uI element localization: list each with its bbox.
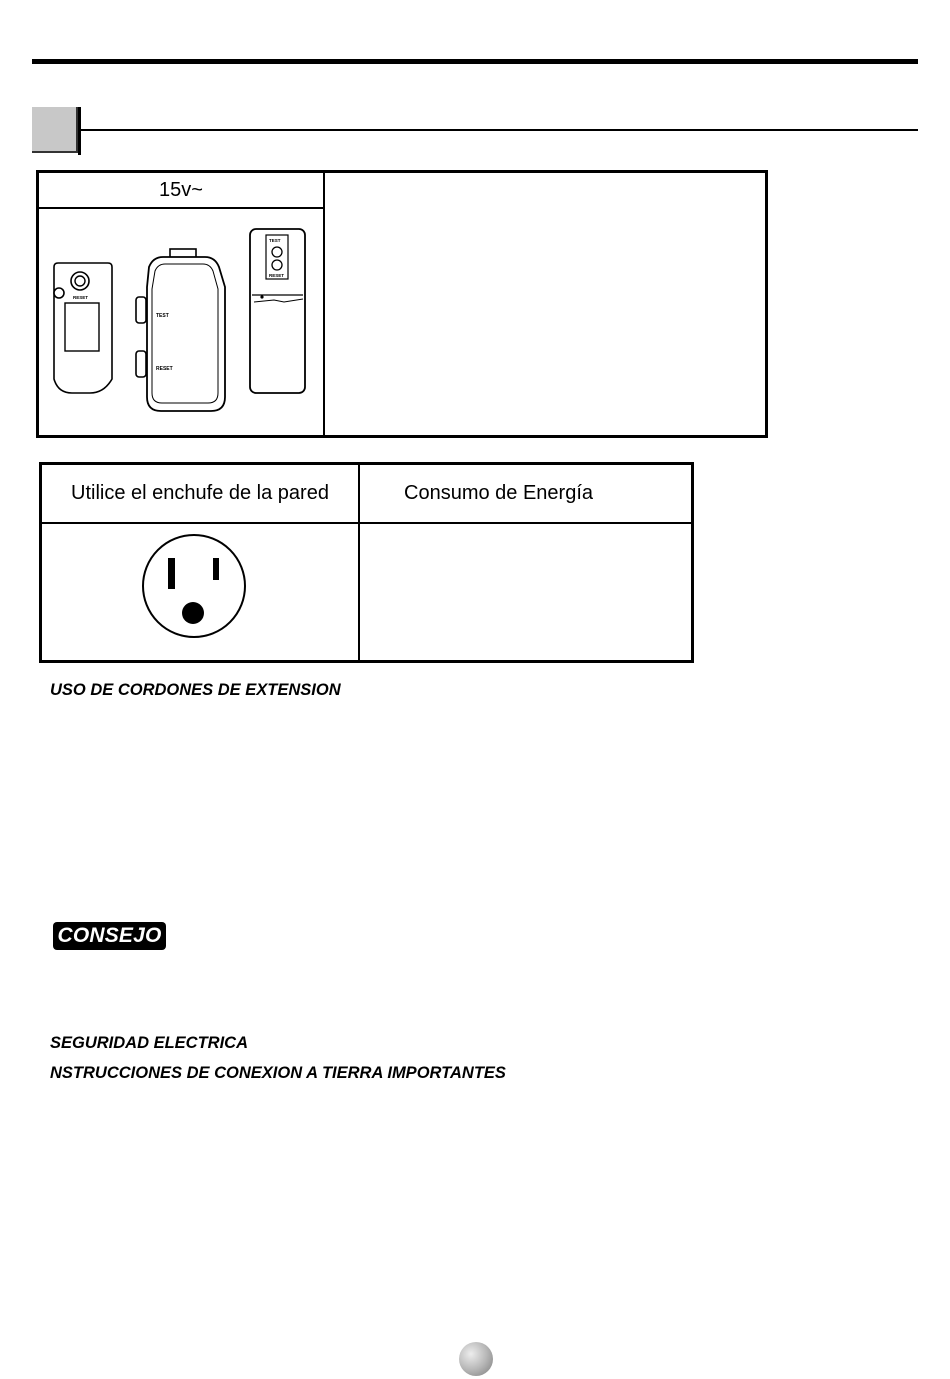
grounded-outlet-icon <box>140 531 250 641</box>
section-marker-icon <box>32 107 78 153</box>
voltage-header: 15v~ <box>159 178 203 201</box>
top-rule <box>32 59 918 64</box>
device2-reset-label: RESET <box>156 366 173 372</box>
table-divider <box>358 465 360 660</box>
wall-outlet-header: Utilice el enchufe de la pared <box>71 482 329 504</box>
device1-reset-label: RESET <box>73 295 89 300</box>
tip-badge: CONSEJO <box>53 922 166 950</box>
power-cord-table <box>36 170 768 438</box>
outlet-power-table <box>39 462 694 663</box>
section-rule <box>80 129 918 131</box>
device3-test-label: TEST <box>269 238 281 243</box>
device3-reset-label: RESET <box>269 273 285 278</box>
table-divider <box>323 173 325 435</box>
section-marker-bar <box>78 107 81 155</box>
plug-inline-icon <box>250 229 305 393</box>
page-number-icon <box>459 1342 493 1376</box>
table-divider <box>42 522 691 524</box>
power-consumption-header: Consumo de Energía <box>404 482 594 504</box>
device2-test-label: TEST <box>156 313 169 319</box>
electrical-safety-heading: SEGURIDAD ELECTRICA <box>50 1034 249 1052</box>
plug-gfci-icon <box>136 249 225 411</box>
power-cord-devices-illustration <box>39 209 323 437</box>
plug-small-icon <box>49 263 112 405</box>
extension-cords-heading: USO DE CORDONES DE EXTENSION <box>50 681 341 699</box>
grounding-instructions-heading: NSTRUCCIONES DE CONEXION A TIERRA IMPORTANTES <box>50 1064 506 1082</box>
